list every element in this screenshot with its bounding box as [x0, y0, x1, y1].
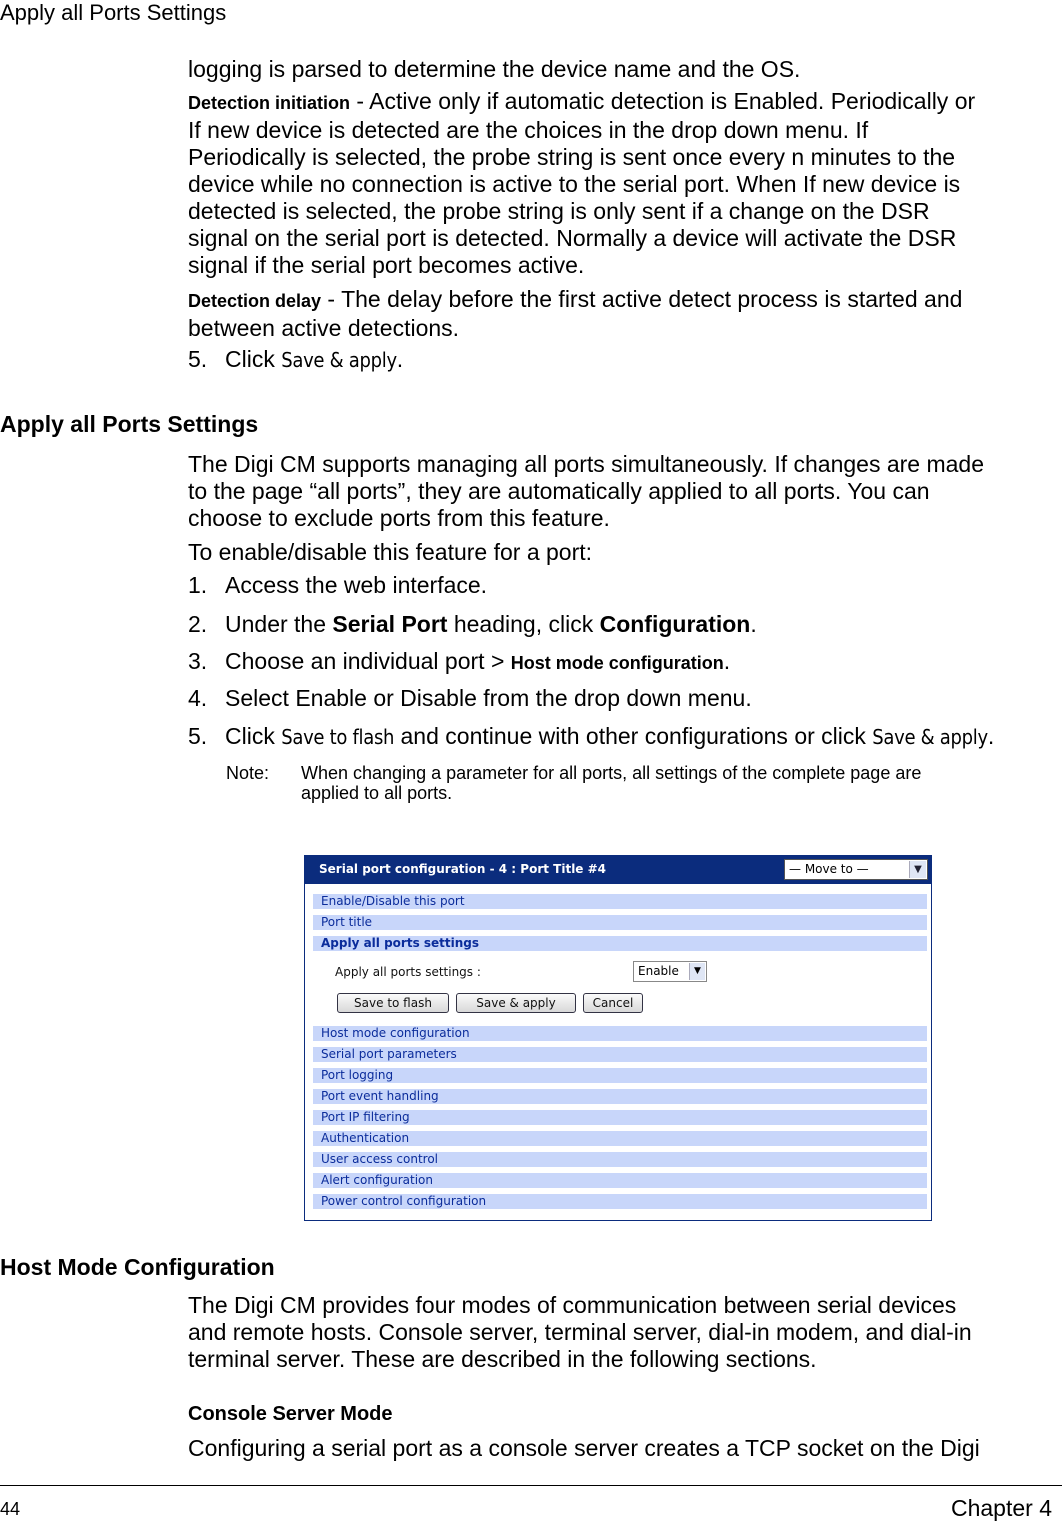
- cancel-button[interactable]: Cancel: [583, 993, 643, 1013]
- note-body: [301, 763, 1041, 803]
- nav-port-title[interactable]: [313, 915, 927, 930]
- paragraph-line: choose to exclude ports from this feature.: [188, 505, 610, 531]
- enable-line: To enable/disable this feature for a port:: [188, 539, 593, 565]
- nav-label: Port IP filtering: [321, 1110, 410, 1124]
- chevron-down-icon[interactable]: ▼: [689, 963, 705, 980]
- chevron-down-icon[interactable]: ▼: [909, 861, 926, 878]
- intro-step-5: [188, 346, 1050, 374]
- nav-label: Serial port parameters: [321, 1047, 457, 1061]
- move-to-value: — Move to —: [789, 862, 869, 876]
- step-number: 1.: [188, 572, 208, 598]
- nav-serial-port-parameters[interactable]: [313, 1047, 927, 1062]
- nav-label: Power control configuration: [321, 1194, 487, 1208]
- screenshot-title: Serial port configuration - 4 : Port Title #4: [319, 862, 607, 876]
- step-text: heading, click: [447, 611, 600, 637]
- save-apply-ui-label: Save & apply: [872, 725, 988, 749]
- paragraph-line: to the page “all ports”, they are automatically applied to all ports. You can: [188, 478, 930, 504]
- nav-port-logging[interactable]: [313, 1068, 927, 1083]
- nav-port-ip-filtering[interactable]: [313, 1110, 927, 1125]
- note-label: Note:: [226, 763, 270, 783]
- step-2: [188, 611, 1050, 638]
- nav-label: User access control: [321, 1152, 439, 1166]
- page-number: 44: [0, 1499, 21, 1519]
- nav-alert-configuration[interactable]: [313, 1173, 927, 1188]
- screenshot-title-bar: [305, 856, 931, 884]
- paragraph-line: [188, 286, 1050, 315]
- paragraph-line: [188, 88, 1050, 117]
- step-4: [188, 685, 1050, 712]
- nav-label: Authentication: [321, 1131, 410, 1145]
- save-flash-ui-label: Save to flash: [281, 725, 395, 749]
- select-value: Enable: [638, 964, 679, 978]
- detection-delay-term: Detection delay: [188, 291, 322, 311]
- paragraph-line: device while no connection is active to the serial port. When If new device is: [188, 171, 961, 197]
- running-header: Apply all Ports Settings: [0, 0, 227, 25]
- nav-label: Port logging: [321, 1068, 394, 1082]
- paragraph-line: detected is selected, the probe string is only sent if a change on the DSR: [188, 198, 930, 224]
- save-apply-ui-label: Save & apply: [281, 348, 397, 372]
- line-text: - The delay before the first active detect process is started and: [321, 286, 963, 312]
- paragraph-line: The Digi CM supports managing all ports simultaneously. If changes are made: [188, 451, 985, 477]
- note-line: When changing a parameter for all ports, all settings of the complete page are: [301, 763, 922, 783]
- step-5: [188, 723, 1062, 751]
- step-number: 5.: [188, 346, 208, 372]
- step-3: [188, 648, 1050, 677]
- nav-label: Alert configuration: [321, 1173, 433, 1187]
- nav-port-event-handling[interactable]: [313, 1089, 927, 1104]
- host-mode-heading: Host Mode Configuration: [0, 1254, 275, 1280]
- nav-host-mode[interactable]: [313, 1026, 927, 1041]
- line-text: - Active only if automatic detection is Enabled. Periodically or: [350, 88, 976, 114]
- step-text: Access the web interface.: [225, 572, 488, 598]
- nav-label: Port title: [321, 915, 373, 929]
- step-text: Click: [225, 346, 282, 372]
- move-to-dropdown[interactable]: [784, 859, 928, 880]
- paragraph-line: signal on the serial port is detected. Normally a device will activate the DSR: [188, 225, 957, 251]
- footer-rule: [0, 1485, 1062, 1486]
- step-number: 2.: [188, 611, 208, 637]
- step-text: Click: [225, 723, 282, 749]
- step-text: and continue with other configurations or click: [394, 723, 873, 749]
- apply-all-ports-label: Apply all ports settings :: [335, 965, 481, 979]
- step-text: .: [723, 648, 731, 674]
- host-mode-paragraph: [188, 1292, 1050, 1373]
- nav-label: Apply all ports settings: [321, 936, 480, 950]
- nav-label: Enable/Disable this port: [321, 894, 465, 908]
- console-server-heading: Console Server Mode: [188, 1403, 393, 1425]
- paragraph-line: signal if the serial port becomes active.: [188, 252, 585, 278]
- nav-label: Port event handling: [321, 1089, 439, 1103]
- serial-port-term: Serial Port: [332, 611, 448, 637]
- detection-delay-paragraph: [188, 286, 1050, 342]
- host-mode-config-term: Host mode configuration: [510, 653, 724, 673]
- apply-intro-paragraph: [188, 451, 1050, 532]
- apply-all-ports-select[interactable]: [633, 961, 707, 982]
- logging-line: logging is parsed to determine the device name and the OS.: [188, 56, 801, 82]
- save-and-apply-button[interactable]: Save & apply: [456, 993, 576, 1013]
- step-text: .: [396, 346, 404, 372]
- step-number: 3.: [188, 648, 208, 674]
- nav-user-access-control[interactable]: [313, 1152, 927, 1167]
- paragraph-line: The Digi CM provides four modes of communication between serial devices: [188, 1292, 957, 1318]
- paragraph-line: and remote hosts. Console server, terminal server, dial-in modem, and dial-in: [188, 1319, 972, 1345]
- nav-authentication[interactable]: [313, 1131, 927, 1146]
- chapter-label: Chapter 4: [950, 1495, 1052, 1521]
- step-text: Under the: [225, 611, 333, 637]
- detection-initiation-paragraph: [188, 88, 1050, 279]
- step-text: .: [750, 611, 757, 637]
- configuration-term: Configuration: [599, 611, 751, 637]
- paragraph-line: between active detections.: [188, 315, 460, 341]
- save-to-flash-button[interactable]: Save to flash: [337, 993, 449, 1013]
- apply-all-ports-heading: Apply all Ports Settings: [0, 411, 259, 437]
- step-text: Choose an individual port >: [225, 648, 511, 674]
- paragraph-line: terminal server. These are described in the following sections.: [188, 1346, 817, 1372]
- step-text: .: [987, 723, 995, 749]
- nav-apply-all-ports[interactable]: [313, 936, 927, 951]
- note-line: applied to all ports.: [301, 783, 453, 803]
- step-text: Select Enable or Disable from the drop down menu.: [225, 685, 752, 711]
- paragraph-line: Periodically is selected, the probe string is sent once every n minutes to the: [188, 144, 956, 170]
- nav-label: Host mode configuration: [321, 1026, 470, 1040]
- step-1: [188, 572, 1050, 599]
- console-server-line: Configuring a serial port as a console server creates a TCP socket on the Digi: [188, 1435, 980, 1461]
- nav-power-control[interactable]: [313, 1194, 927, 1209]
- detection-initiation-term: Detection initiation: [188, 93, 350, 113]
- serial-port-config-screenshot: [304, 855, 932, 1221]
- step-number: 4.: [188, 685, 208, 711]
- step-number: 5.: [188, 723, 208, 749]
- nav-enable-disable[interactable]: [313, 894, 927, 909]
- paragraph-line: If new device is detected are the choices in the drop down menu. If: [188, 117, 869, 143]
